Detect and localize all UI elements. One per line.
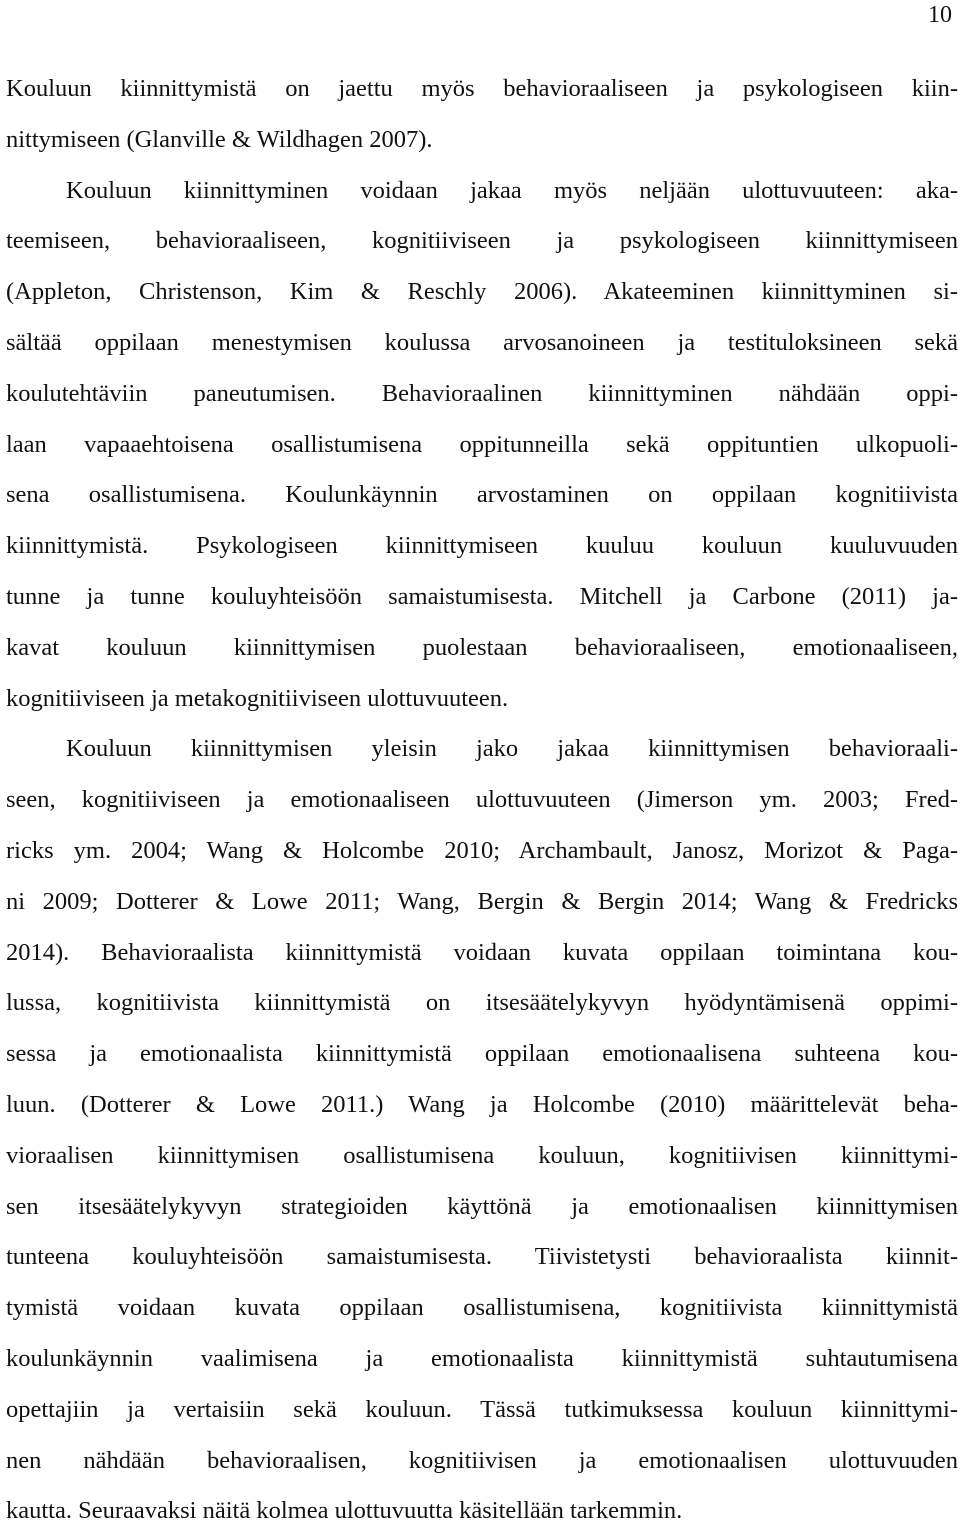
- text-line: Kouluun kiinnittymistä on jaettu myös behavioraaliseen ja psykologiseen kiin-: [6, 75, 958, 102]
- text-line: kognitiiviseen ja metakognitiiviseen ulottuvuuteen.: [6, 684, 509, 712]
- text-line: lussa, kognitiivista kiinnittymistä on itsesäätelykyvyn hyödyntämisenä oppimi-: [6, 989, 958, 1017]
- text-line: kiinnittymistä. Psykologiseen kiinnittymiseen kuuluu kouluun kuuluvuuden: [6, 532, 958, 560]
- text-line: sena osallistumisena. Koulunkäynnin arvostaminen on oppilaan kognitiivista: [6, 481, 958, 509]
- text-line: opettajiin ja vertaisiin sekä kouluun. Tässä tutkimuksessa kouluun kiinnittymi-: [6, 1395, 958, 1423]
- text-line: vioraalisen kiinnittymisen osallistumisena kouluun, kognitiivisen kiinnittymi-: [6, 1141, 958, 1169]
- text-line: Kouluun kiinnittymisen yleisin jako jakaa kiinnittymisen behavioraali-: [66, 735, 958, 763]
- text-line: sessa ja emotionaalista kiinnittymistä oppilaan emotionaalisena suhteena kou-: [6, 1040, 958, 1068]
- text-line: 2014). Behavioraalista kiinnittymistä voidaan kuvata oppilaan toimintana kou-: [6, 938, 958, 966]
- text-line: ni 2009; Dotterer & Lowe 2011; Wang, Bergin & Bergin 2014; Wang & Fredricks: [6, 887, 958, 915]
- text-line: (Appleton, Christenson, Kim & Reschly 2006). Akateeminen kiinnittyminen si-: [6, 278, 958, 306]
- text-line: sältää oppilaan menestymisen koulussa arvosanoineen ja testituloksineen sekä: [6, 328, 958, 356]
- text-line: Kouluun kiinnittyminen voidaan jakaa myös neljään ulottuvuuteen: aka-: [66, 176, 958, 204]
- text-line: sen itsesäätelykyvyn strategioiden käyttönä ja emotionaalisen kiinnittymisen: [6, 1192, 958, 1220]
- paragraph-2: [6, 166, 958, 725]
- text-line: kautta. Seuraavaksi näitä kolmea ulottuvuutta käsitellään tarkemmin.: [6, 1497, 683, 1525]
- text-line: seen, kognitiiviseen ja emotionaaliseen ulottuvuuteen (Jimerson ym. 2003; Fred-: [6, 786, 958, 814]
- text-line: laan vapaaehtoisena osallistumisena oppitunneilla sekä oppituntien ulkopuoli-: [6, 430, 958, 458]
- page-number: 10: [928, 2, 952, 28]
- text-line: ricks ym. 2004; Wang & Holcombe 2010; Archambault, Janosz, Morizot & Paga-: [6, 836, 958, 864]
- paragraph-1: [6, 64, 958, 166]
- text-line: luun. (Dotterer & Lowe 2011.) Wang ja Holcombe (2010) määrittelevät beha-: [6, 1090, 958, 1118]
- paragraph-3: [6, 724, 958, 1537]
- text-line: tunne ja tunne kouluyhteisöön samaistumisesta. Mitchell ja Carbone (2011) ja-: [6, 582, 958, 610]
- text-line: koulutehtäviin paneutumisen. Behavioraalinen kiinnittyminen nähdään oppi-: [6, 379, 958, 407]
- text-line: kavat kouluun kiinnittymisen puolestaan behavioraaliseen, emotionaaliseen,: [6, 633, 958, 661]
- body-text: [6, 64, 958, 1537]
- text-line: nen nähdään behavioraalisen, kognitiivisen ja emotionaalisen ulottuvuuden: [6, 1446, 958, 1474]
- text-line: tymistä voidaan kuvata oppilaan osallistumisena, kognitiivista kiinnittymistä: [6, 1294, 958, 1322]
- text-line: tunteena kouluyhteisöön samaistumisesta. Tiivistetysti behavioraalista kiinnit-: [6, 1243, 958, 1271]
- text-line: nittymiseen (Glanville & Wildhagen 2007).: [6, 125, 433, 153]
- text-line: teemiseen, behavioraaliseen, kognitiiviseen ja psykologiseen kiinnittymiseen: [6, 227, 958, 255]
- text-line: koulunkäynnin vaalimisena ja emotionaalista kiinnittymistä suhtautumisena: [6, 1344, 958, 1372]
